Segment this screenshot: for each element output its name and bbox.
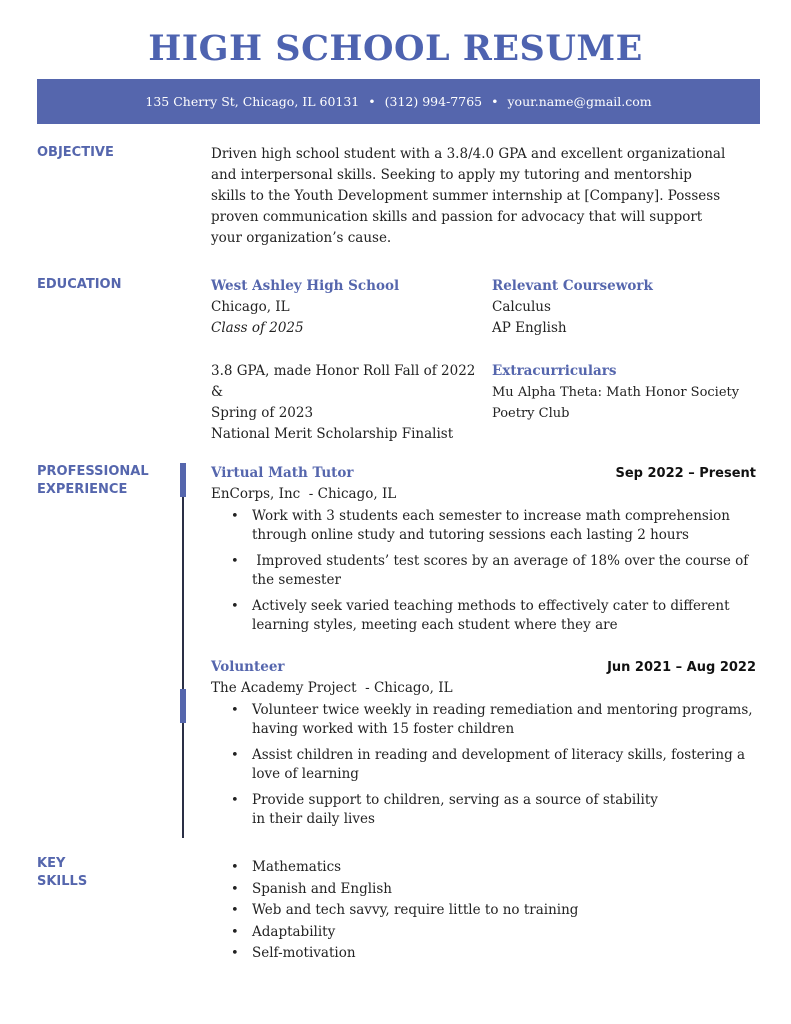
bullet-icon: • <box>231 793 239 808</box>
skill-item <box>231 880 756 900</box>
bullet-icon: • <box>231 599 239 614</box>
honors-line: Spring of 2023 <box>211 405 314 421</box>
skill-item <box>231 944 756 964</box>
extracurricular-item: Poetry Club <box>492 406 570 421</box>
job-bullets <box>211 507 756 635</box>
bullet-icon: • <box>231 860 239 875</box>
skill-text: Adaptability <box>252 923 336 940</box>
experience-label-line: PROFESSIONAL <box>37 464 149 479</box>
skill-text: Self-motivation <box>252 945 356 961</box>
timeline-line <box>182 463 184 838</box>
extracurriculars-heading: Extracurriculars <box>492 363 617 379</box>
bullet-icon: • <box>231 554 239 569</box>
bullet-icon: • <box>231 703 239 718</box>
experience-label <box>37 463 149 499</box>
job-bullet <box>231 701 756 739</box>
job-org: EnCorps, Inc - Chicago, IL <box>211 486 397 502</box>
coursework-item: Calculus <box>492 299 551 315</box>
resume-title: HIGH SCHOOL RESUME <box>148 28 643 69</box>
coursework-heading: Relevant Coursework <box>492 278 653 294</box>
job-title: Virtual Math Tutor <box>211 465 354 481</box>
class-year: Class of 2025 <box>211 320 304 336</box>
job-title: Volunteer <box>211 659 285 675</box>
bullet-text: Volunteer twice weekly in reading remediation and mentoring programs, having worked with 15 foster children <box>252 702 753 737</box>
job-bullets <box>211 701 756 829</box>
contact-email[interactable]: your.name@gmail.com <box>507 94 652 109</box>
objective-text: Driven high school student with a 3.8/4.0 GPA and excellent organizational and interpersonal skills. Seeking to apply my tutoring and mentorship skills to the Youth Development summer internship at [Company]. Possess proven communication skills and passion for advocacy that will support your organization’s cause. <box>211 146 726 246</box>
job-bullet <box>231 597 756 635</box>
bullet-text: Improved students’ test scores by an average of 18% over the course of the semester <box>252 553 753 588</box>
school-location: Chicago, IL <box>211 299 290 315</box>
bullet-icon: • <box>231 903 239 918</box>
job-org: The Academy Project - Chicago, IL <box>211 680 453 696</box>
job-dates: Jun 2021 – Aug 2022 <box>607 660 756 675</box>
skills-label-line: SKILLS <box>37 874 88 889</box>
skill-text: Web and tech savvy, require little to no training <box>252 902 579 918</box>
skills-label <box>37 855 87 891</box>
education-label: EDUCATION <box>37 277 122 292</box>
coursework-item: AP English <box>492 320 567 336</box>
timeline-marker <box>180 463 186 497</box>
skill-text: Mathematics <box>252 859 342 875</box>
bullet-text: Actively seek varied teaching methods to effectively cater to different learning styles, meeting each student where they are <box>252 598 730 633</box>
timeline-marker <box>180 689 186 723</box>
bullet-text: Provide support to children, serving as a source of stability in their daily lives <box>252 792 658 827</box>
skills-list <box>211 856 756 966</box>
job-entry <box>211 463 756 642</box>
skill-item <box>231 858 756 878</box>
education-extras <box>492 276 762 424</box>
contact-address: 135 Cherry St, Chicago, IL 60131 <box>145 94 360 109</box>
education-details <box>211 276 486 445</box>
honors-line: 3.8 GPA, made Honor Roll Fall of 2022 & <box>211 363 476 400</box>
bullet-icon: • <box>231 924 239 940</box>
honors-line: National Merit Scholarship Finalist <box>211 426 454 442</box>
contact-phone: (312) 994-7765 <box>384 94 483 109</box>
job-entry <box>211 657 756 836</box>
experience-label-line: EXPERIENCE <box>37 482 128 497</box>
bullet-text: Work with 3 students each semester to increase math comprehension through online study and tutoring sessions each lasting 2 hours <box>252 508 730 543</box>
job-bullet <box>231 552 756 590</box>
school-name: West Ashley High School <box>211 278 400 294</box>
contact-separator: • <box>368 94 376 109</box>
bullet-icon: • <box>231 748 239 763</box>
job-dates: Sep 2022 – Present <box>615 466 756 481</box>
bullet-text: Assist children in reading and development of literacy skills, fostering a love of learning <box>252 747 746 782</box>
bullet-icon: • <box>231 881 239 897</box>
bullet-icon: • <box>231 946 239 961</box>
job-bullet <box>231 507 756 545</box>
contact-bar <box>37 79 760 124</box>
job-bullet <box>231 791 756 829</box>
contact-separator: • <box>491 94 499 109</box>
skill-text: Spanish and English <box>252 880 392 897</box>
skill-item <box>231 901 756 921</box>
job-bullet <box>231 746 756 784</box>
bullet-icon: • <box>231 509 239 524</box>
objective-label: OBJECTIVE <box>37 145 114 160</box>
skill-item <box>231 923 756 943</box>
skills-label-line: KEY <box>37 856 66 871</box>
extracurricular-item: Mu Alpha Theta: Math Honor Society <box>492 385 740 400</box>
